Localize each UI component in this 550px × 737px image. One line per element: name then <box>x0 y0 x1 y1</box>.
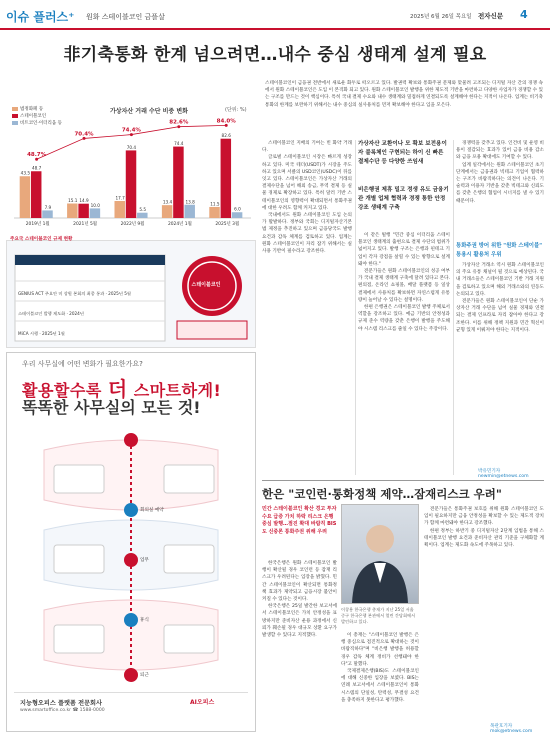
bar-value-label: 11.5 <box>210 201 220 207</box>
table-row: 스테이블코인 발행 제도화 · 2024년 <box>18 311 84 316</box>
bar-value-label: 15.1 <box>68 198 78 204</box>
byline: 박유민기자 newmin@etnews.com <box>478 469 529 479</box>
bar-value-label: 6.0 <box>234 206 241 212</box>
subhead-2: 비은행권 제휴 밀고 정생 유도 금융기관 개별 업체 협력과 경쟁 통한 안정 강조 생태계 구축 <box>358 187 449 211</box>
lead-paragraph: 스테이블코인이 금융권 전반에서 새로운 화두로 떠오르고 있다. 발권력 확보와 통화주권 문제와 맞물려 고조되는 디지털 자산 간의 경쟁 속에서 원화 스테이블코인은 도입 이 본격화 되고 있다. 원화 스테이블코인 발행을 위한 제도적 기반을 마련하고 다양한 사업자가 경쟁할 수 있는 구조를 만드는 것이 핵심이다. 특히 국내 결제 수요와 내수 생태계와 밀접하게 연결되도록 설계해야 한다는 지적이 나온다. 업계는 비기축통화의 한계를 보완하기 위해서는 내수 중심의 실사용처를 먼저 확보해야 한다고 입을 모은다. <box>265 81 543 108</box>
regulation-table <box>18 284 158 344</box>
page-header <box>0 0 550 30</box>
trend-value-label: 82.6% <box>169 119 189 126</box>
bar <box>209 207 219 218</box>
bar-value-label: 17.7 <box>115 195 125 201</box>
bar <box>20 176 30 218</box>
ad-logo: AI오피스 <box>190 699 215 706</box>
article2-headline: 한은 "코인런·통화정책 제약…잠재리스크 우려" <box>262 487 502 501</box>
governor-photo <box>341 504 419 604</box>
bar <box>221 139 231 218</box>
bar <box>67 204 77 218</box>
bar <box>42 210 52 218</box>
x-tick-label: 2024년 1월 <box>167 222 192 227</box>
bar-value-label: 82.6 <box>221 133 231 139</box>
x-tick-label: 2021년 5월 <box>73 222 98 227</box>
article2-col-1: 한국은행은 원화 스테이블코인 발행이 확산될 경우 코인런 등 잠재 리스크가 우려된다는 입장을 밝혔다. 민간 스테이블코인이 확산되면 통화정책 효과가 제약되고 금융시장 불안이 커질 수 있다는 것이다. 한국은행은 25일 발간한 보고서에서 스테이블코인은 가치 안정성을 표방하지만 준비자산 운용 과정에서 신뢰가 훼손될 경우 대규모 상환 요구가 발생할 수 있다고 지적했다. <box>262 561 337 639</box>
divider <box>355 140 356 475</box>
article2-byline: 목관호기자 mok@etnews.com <box>490 724 533 734</box>
paper-name: 전자신문 <box>478 12 504 20</box>
step-label: 업무 <box>140 558 149 563</box>
photo-caption: 이창용 한국은행 총재가 지난 25일 서울 중구 한국은행 본관에서 열린 간담회에서 발언하고 있다. <box>341 607 416 624</box>
article-divider <box>262 480 544 481</box>
illustration-title: 주요국 스테이블코인 규제 현황 <box>10 237 73 242</box>
bar-value-label: 13.4 <box>162 199 173 205</box>
bar-value-label: 7.9 <box>44 204 52 210</box>
chart-unit: (단위: %) <box>225 107 247 113</box>
x-tick-label: 2019년 1월 <box>25 222 50 227</box>
ad-url[interactable]: www.smartoffice.co.kr ☎ 1588-0000 <box>20 708 105 713</box>
issue-date: 2025년 6월 26일 목요일 <box>410 14 472 20</box>
bar <box>126 150 136 218</box>
bar-value-label: 70.4 <box>126 144 137 150</box>
article2-col-3: 전문가들은 통화주권 보호를 위해 원화 스테이블코인 도입이 필요하지만 금융 안정성을 확보할 수 있는 제도적 장치가 함께 마련돼야 한다고 강조했다. 한편 정부는 하반기 중 디지털자산 2단계 입법을 통해 스테이블코인 발행 요건과 준비자산 관리 기준을 구체화할 계획이다. 업계는 제도화 속도에 주목하고 있다. <box>424 507 544 549</box>
bar-value-label: 10.0 <box>90 202 100 208</box>
ad-brand: 지능형오피스 플랫폼 전문회사 <box>20 700 103 707</box>
step-label: 회의실 예약 <box>140 508 164 513</box>
legend-item: 스테이블코인 <box>12 113 62 120</box>
x-tick-label: 2022년 9월 <box>120 222 145 227</box>
subhead-1: 가상자산 교환이나 모 확보 보전용이자 블록체인 구현되는 하이 신 빠른 결제수단 등 다양한 쓰임새 <box>358 141 447 165</box>
x-tick-label: 2025년 3월 <box>215 222 240 227</box>
step-label: 퇴근 <box>140 673 149 678</box>
bar-value-label: 48.7 <box>31 165 42 171</box>
ad-question: 우리 사무실에 어떤 변화가 필요한가요? <box>22 360 143 368</box>
article2-col-2: 이 총재는 "스테이블코인 발행은 은행 중심으로 점진적으로 확대하는 것이 바람직하다"며 "비은행 발행을 허용할 경우 감독 체계 정비가 선행돼야 한다"고 말했다. 국제결제은행(BIS)도 스테이블코인에 대해 신중한 입장을 보였다. BIS는 연례 보고서에서 스테이블코인이 통화 시스템의 단일성, 탄력성, 무결성 요건을 충족하지 못한다고 평가했다. <box>341 633 419 703</box>
article-col-1: 스테이블코인 지배의 기여는 빈 화약 거래다. 글로벌 스테이블코인 시장은 빠르게 성장하고 있다. 미국 테더(USDT)가 시장을 주도하고 있으며 서클의 USD코인(USDC)이 뒤를 잇고 있다. 스테이블코인은 가상자산 거래의 결제수단을 넘어 해외 송금, 무역 결제 등 실물 경제로 확장하고 있다. 특히 달러 기반 스테이블코인의 영향력이 확대되면서 통화주권에 대한 우려도 함께 커지고 있다. 국내에서도 원화 스테이블코인 도입 논의가 활발하다. 정부와 국회는 디지털자산기본법 제정을 추진하고 있으며 금융당국도 발행 요건과 감독 체계를 검토하고 있다. 업계는 원화 스테이블코인이 자리 잡기 위해서는 실사용 기반이 필수라고 강조한다. <box>262 141 352 255</box>
person-photo-graphic <box>342 505 418 603</box>
bar <box>78 204 88 218</box>
bar <box>137 213 147 218</box>
step-label: 휴식 <box>140 618 149 623</box>
bar <box>232 212 242 218</box>
bar <box>90 208 100 218</box>
step-label: 출근 <box>118 429 127 434</box>
bar-chart <box>6 80 256 230</box>
coin-label: 스테이블코인 <box>191 282 221 288</box>
article-col-3b: 가상자산 거래소 역시 원화 스테이블코인의 주요 유통 채널이 될 것으로 예상된다. 국내 거래소들은 스테이블코인 기반 거래 지원을 검토하고 있으며 해외 거래소와의 연동도 논의되고 있다. 전문가들은 원화 스테이블코인이 단순 가상자산 거래 수단을 넘어 실물 경제와 연결되는 결제 인프라로 자리 잡아야 한다고 강조한다. 이를 위해 정책 지원과 민간 혁신이 균형 있게 이뤄져야 한다는 지적이다. <box>456 263 544 333</box>
page-number: 4 <box>520 8 528 21</box>
bar-value-label: 13.8 <box>185 199 195 205</box>
bar <box>184 205 194 218</box>
divider <box>453 140 454 475</box>
table-row: GENIUS ACT 주요안 미 상원 본회의 최종 통과 · 2025년 5월 <box>18 291 131 296</box>
subhead-3: 통화주권 방어 위한 "원화 스테이블" 통용시 활용처 우위 <box>456 243 543 258</box>
article2-subhead: 민간 스테이블코인 확산 경고 투자수요 급증 가치 하락 리스크 은행 중심 발행…점진 확대 바람직 BIS도 신중론 통화주권 위해 우려 <box>262 506 337 535</box>
bar <box>31 171 41 218</box>
chart-title: 가상자산 거래 수단 비중 변화 <box>110 108 188 115</box>
trend-value-label: 48.7% <box>27 152 47 159</box>
main-headline: 非기축통화 한계 넘으려면…내수 중심 생태계 설계 필요 <box>63 45 487 65</box>
ad-headline: 활용할수록 더 스마트하게! <box>22 377 222 401</box>
trend-value-label: 74.4% <box>121 127 141 134</box>
trend-value-label: 70.4% <box>74 131 94 138</box>
trend-value-label: 84.0% <box>216 118 236 125</box>
legend-item: 법정화폐 등 <box>12 106 62 113</box>
article-col-3a: 경쟁력을 갖추고 있다. 인건비 및 운영 비용이 절감되는 효과가 있어 금융 비용 감소와 금융 포용 확대에도 기여할 수 있다. 업계 일각에서는 원화 스테이블코인 초기 단계에서는 금융권과 빅테크 기업이 협력하는 구조가 바람직하다는 의견이 나온다. 기술력과 이용자 기반을 갖춘 빅테크와 신뢰도를 갖춘 은행의 협업이 시너지를 낼 수 있기 때문이다. <box>456 141 544 204</box>
section-title: 이슈 플러스⁺ <box>6 10 75 24</box>
ad-subheadline: 똑똑한 사무실의 모든 것! <box>22 398 201 417</box>
bar <box>173 147 183 218</box>
section-subtitle: 원화 스테이블코인 금플살 <box>86 13 165 21</box>
bar-value-label: 43.5 <box>20 170 30 176</box>
bar <box>114 201 124 218</box>
legend-item: 비트코인·이더리움 등 <box>12 120 62 127</box>
bar <box>162 205 172 218</box>
office-diagram <box>14 430 248 685</box>
bar-value-label: 14.9 <box>79 198 89 204</box>
bar-value-label: 5.5 <box>139 207 147 213</box>
article-col-2: 이 같은 빌행 "민간 중심 이더리움 스테이블코인 생태계의 출현으로 결제 수단의 범위가 넓어지고 있다. 발행 구조는 은행과 핀테크 기업이 각자 강점을 살릴 수 있는 방향으로 설계돼야 한다." 전문가들은 원화 스테이블코인의 성공 여부가 국내 결제 생태계 구축에 달려 있다고 본다. 편의점, 온라인 쇼핑몰, 배달 플랫폼 등 일상 결제에서 사용처를 확보하면 자연스럽게 유통량이 늘어날 수 있다는 설명이다. 한편 은행권은 스테이블코인 발행 주체로서 역할을 강조하고 있다. 예금 기반의 안정성과 규제 준수 역량을 갖춘 은행이 발행을 주도해야 시스템 리스크를 줄일 수 있다는 주장이다. <box>358 233 450 332</box>
bar-value-label: 74.4 <box>174 141 184 147</box>
table-row: MiCA 시행 · 2025년 1월 <box>18 331 65 336</box>
